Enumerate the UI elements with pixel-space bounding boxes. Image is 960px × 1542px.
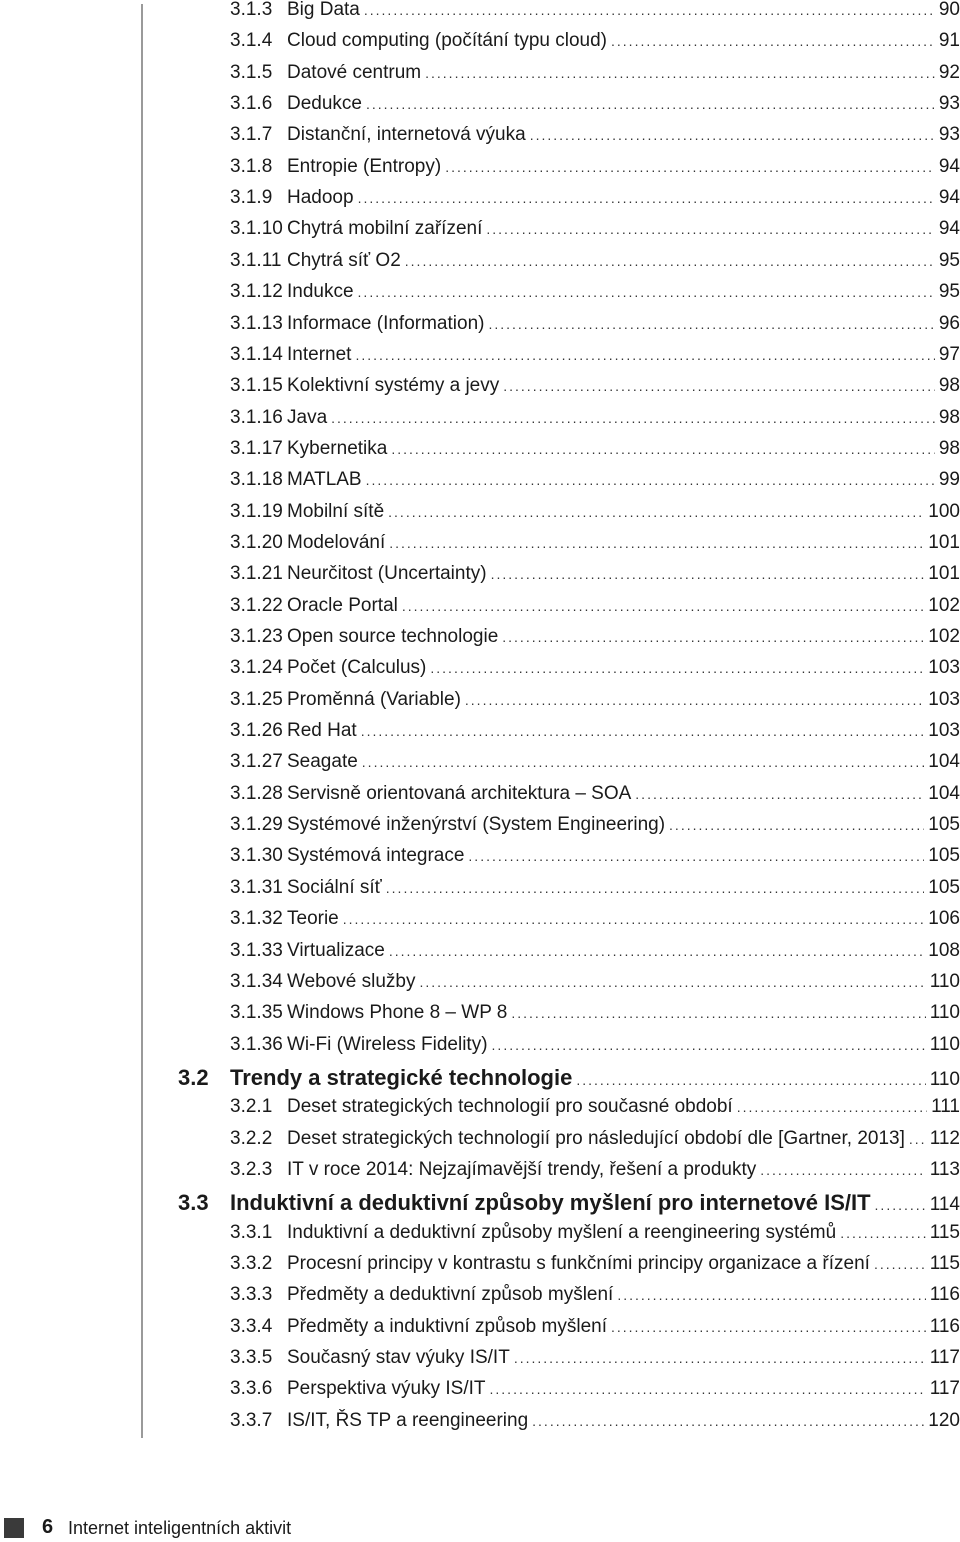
dot-leader <box>358 284 935 300</box>
toc-entry-page: 114 <box>929 1194 960 1216</box>
dot-leader <box>611 1319 926 1335</box>
toc-entry-page: 103 <box>928 657 960 679</box>
toc-entry-title: IT v roce 2014: Nejzajímavější trendy, řešení a produkty <box>287 1158 757 1180</box>
toc-entry-body <box>287 1222 960 1244</box>
dot-leader <box>430 660 924 676</box>
toc-entry-number: 3.1.35 <box>230 1002 283 1024</box>
toc-entry-number: 3.1.10 <box>230 218 283 240</box>
toc-entry-number: 3.1.6 <box>230 93 273 115</box>
toc-entry-number: 3.1.17 <box>230 437 283 459</box>
dot-leader <box>386 880 925 896</box>
toc-entry-page: 113 <box>929 1158 960 1180</box>
toc-entry-body <box>230 1065 960 1091</box>
toc-entry[interactable] <box>0 783 960 811</box>
toc-entry-page: 101 <box>928 563 960 585</box>
dot-leader <box>840 1225 926 1241</box>
toc-entry-page: 94 <box>938 187 960 209</box>
toc-entry-body <box>287 375 960 397</box>
toc-entry-page: 97 <box>938 343 960 365</box>
toc-entry-body <box>287 532 960 554</box>
toc-entry-body <box>287 1378 960 1400</box>
toc-entry-title: Chytrá mobilní zařízení <box>287 218 483 240</box>
toc-entry[interactable] <box>0 501 960 529</box>
toc-entry-page: 104 <box>928 751 960 773</box>
toc-section-row[interactable] <box>0 1065 960 1093</box>
toc-entry-number: 3.1.34 <box>230 970 283 992</box>
dot-leader <box>669 817 924 833</box>
toc-entry-title: Systémové inženýrství (System Engineering) <box>287 814 666 836</box>
toc-entry-title: Proměnná (Variable) <box>287 688 461 710</box>
toc-entry-title: Servisně orientovaná architektura – SOA <box>287 782 632 804</box>
toc-entry-page: 115 <box>929 1253 960 1274</box>
toc-entry-title: Distanční, internetová výuka <box>287 124 526 146</box>
toc-entry[interactable] <box>0 626 960 654</box>
toc-entry[interactable] <box>0 1253 960 1281</box>
toc-entry-number: 3.1.36 <box>230 1033 283 1055</box>
toc-entry-body <box>287 971 960 993</box>
toc-entry-page: 110 <box>929 1068 960 1090</box>
toc-entry-number: 3.3.5 <box>230 1347 273 1369</box>
toc-entry-title: Hadoop <box>287 187 354 209</box>
toc-entry-number: 3.1.19 <box>230 500 283 522</box>
toc-entry-page: 105 <box>928 845 960 867</box>
toc-entry-title: Deset strategických technologií pro současné období <box>287 1096 733 1118</box>
toc-entry[interactable] <box>0 971 960 999</box>
toc-entry[interactable] <box>0 30 960 58</box>
toc-entry-body <box>287 1159 960 1181</box>
toc-entry-title: Indukce <box>287 281 354 303</box>
toc-entry[interactable] <box>0 1378 960 1406</box>
toc-entry-title: Deset strategických technologií pro následující období dle [Gartner, 2013] <box>287 1127 905 1149</box>
toc-entry-page: 110 <box>929 1002 960 1024</box>
toc-entry[interactable] <box>0 1410 960 1438</box>
toc-entry-number: 3.2.1 <box>230 1096 273 1118</box>
dot-leader <box>576 1072 925 1088</box>
toc-entry-number: 3.1.18 <box>230 469 283 491</box>
toc-entry-body <box>287 1096 960 1118</box>
toc-entry-body <box>287 877 960 899</box>
toc-entry-title: Datové centrum <box>287 61 422 83</box>
toc-entry-body <box>287 250 960 272</box>
toc-entry[interactable] <box>0 0 960 27</box>
toc-entry[interactable] <box>0 469 960 497</box>
toc-entry-number: 3.1.29 <box>230 814 283 836</box>
toc-entry[interactable] <box>0 93 960 121</box>
toc-entry-number: 3.1.26 <box>230 720 283 742</box>
toc-entry-title: Cloud computing (počítání typu cloud) <box>287 30 608 52</box>
toc-entry-page: 98 <box>938 437 960 459</box>
toc-entry[interactable] <box>0 657 960 685</box>
dot-leader <box>366 472 935 488</box>
toc-entry-number: 3.3.1 <box>230 1221 273 1243</box>
toc-entry-title: Systémová integrace <box>287 845 465 867</box>
toc-entry[interactable] <box>0 1222 960 1250</box>
toc-entry[interactable] <box>0 940 960 968</box>
toc-entry-body <box>287 595 960 617</box>
toc-entry-number: 3.1.20 <box>230 531 283 553</box>
toc-entry-body <box>287 187 960 209</box>
toc-entry[interactable] <box>0 720 960 748</box>
toc-entry-title: Kybernetika <box>287 437 388 459</box>
toc-entry-body <box>287 1316 960 1338</box>
dot-leader <box>366 96 935 112</box>
toc-entry-page: 101 <box>928 531 960 553</box>
toc-entry-title: Modelování <box>287 531 386 553</box>
dot-leader <box>343 911 925 927</box>
toc-entry-number: 3.1.15 <box>230 375 283 397</box>
toc-entry[interactable] <box>0 689 960 717</box>
toc-entry-body <box>287 30 960 52</box>
toc-entry-body <box>287 657 960 679</box>
footer-book-title: Internet inteligentních aktivit <box>68 1518 292 1538</box>
dot-leader <box>492 1037 926 1053</box>
toc-entry-page: 93 <box>938 93 960 115</box>
toc-entry-body <box>287 689 960 711</box>
toc-entry-number: 3.1.4 <box>230 30 273 52</box>
dot-leader <box>445 159 935 175</box>
toc-entry-page: 98 <box>938 375 960 397</box>
dot-leader <box>514 1350 926 1366</box>
dot-leader <box>737 1099 927 1115</box>
toc-entry-number: 3.1.16 <box>230 406 283 428</box>
toc-entry-body <box>287 62 960 84</box>
toc-entry-body <box>287 156 960 178</box>
toc-entry-page: 93 <box>938 124 960 146</box>
toc-entry-body <box>287 438 960 460</box>
toc-entry-page: 90 <box>938 0 960 20</box>
toc-entry-page: 96 <box>938 312 960 334</box>
toc-entry-title: Předměty a deduktivní způsob myšlení <box>287 1284 614 1306</box>
toc-entry-title: Induktivní a deduktivní způsoby myšlení a reengineering systémů <box>287 1221 837 1243</box>
toc-entry-number: 3.3.6 <box>230 1378 273 1400</box>
dot-leader <box>503 378 935 394</box>
dot-leader <box>388 504 924 520</box>
dot-leader <box>532 1413 924 1429</box>
toc-entry-title: Chytrá síť O2 <box>287 249 401 271</box>
toc-entry[interactable] <box>0 62 960 90</box>
toc-entry-title: Dedukce <box>287 93 362 115</box>
toc-entry-page: 100 <box>928 500 960 522</box>
toc-entry-body <box>287 908 960 930</box>
toc-entry-page: 116 <box>929 1315 960 1337</box>
toc-entry-number: 3.1.14 <box>230 343 283 365</box>
toc-entry-body <box>287 814 960 836</box>
toc-entry-title: Perspektiva výuky IS/IT <box>287 1378 486 1400</box>
dot-leader <box>511 1005 925 1021</box>
toc-entry-page: 117 <box>929 1378 960 1400</box>
dot-leader <box>874 1256 926 1272</box>
toc-entry-number: 3.2.3 <box>230 1158 273 1180</box>
toc-entry-title: Wi-Fi (Wireless Fidelity) <box>287 1033 488 1055</box>
toc-entry-body <box>287 1128 960 1150</box>
toc-entry[interactable] <box>0 344 960 372</box>
toc-entry-number: 3.3.2 <box>230 1253 273 1274</box>
dot-leader <box>875 1197 926 1213</box>
toc-entry[interactable] <box>0 156 960 184</box>
toc-entry-number: 3.3.3 <box>230 1284 273 1306</box>
dot-leader <box>760 1162 925 1178</box>
dot-leader <box>364 2 935 18</box>
toc-entry-body <box>287 1284 960 1306</box>
toc-entry-body <box>287 563 960 585</box>
toc-entry-page: 102 <box>928 626 960 647</box>
toc-entry[interactable] <box>0 313 960 341</box>
toc-entry-title: Red Hat <box>287 720 357 742</box>
toc-entry-title: Webové služby <box>287 970 416 992</box>
dot-leader <box>617 1287 925 1303</box>
dot-leader <box>389 943 924 959</box>
toc-entry-title: Seagate <box>287 751 358 773</box>
toc-entry-title: Kolektivní systémy a jevy <box>287 375 500 397</box>
toc-entry-page: 111 <box>931 1096 960 1118</box>
dot-leader <box>490 1381 926 1397</box>
toc-entry-title: Java <box>287 406 328 428</box>
toc-entry-body <box>287 845 960 867</box>
toc-entry-title: Současný stav výuky IS/IT <box>287 1347 510 1369</box>
toc-entry-number: 3.1.7 <box>230 124 273 146</box>
toc-entry[interactable] <box>0 908 960 936</box>
toc-entry-title: Internet <box>287 343 352 365</box>
toc-entry-page: 102 <box>928 594 960 616</box>
toc-entry-title: Windows Phone 8 – WP 8 <box>287 1002 508 1024</box>
toc-entry-body <box>287 751 960 773</box>
toc-entry-body <box>287 720 960 742</box>
dot-leader <box>635 786 924 802</box>
toc-entry[interactable] <box>0 218 960 246</box>
toc-entry[interactable] <box>0 1316 960 1344</box>
footer-page-number: 6 <box>42 1516 54 1538</box>
toc-entry-page: 105 <box>928 814 960 836</box>
toc-entry-body <box>287 469 960 491</box>
toc-entry[interactable] <box>0 250 960 278</box>
toc-entry-body <box>230 1190 960 1216</box>
toc-entry-number: 3.1.13 <box>230 312 283 334</box>
toc-entry-title: Open source technologie <box>287 626 499 647</box>
toc-entry[interactable] <box>0 1096 960 1124</box>
toc-entry[interactable] <box>0 1159 960 1187</box>
toc-entry-body <box>287 281 960 303</box>
toc-entry-page: 120 <box>928 1409 960 1431</box>
dot-leader <box>402 598 924 614</box>
toc-entry[interactable] <box>0 187 960 215</box>
dot-leader <box>361 723 925 739</box>
toc-entry-body <box>287 344 960 366</box>
toc-entry-page: 99 <box>938 469 960 491</box>
toc-entry-number: 3.1.25 <box>230 688 283 710</box>
toc-entry[interactable] <box>0 877 960 905</box>
toc-entry-number: 3.1.24 <box>230 657 283 679</box>
dot-leader <box>491 566 925 582</box>
toc-entry-body <box>287 407 960 429</box>
dot-leader <box>389 535 924 551</box>
toc-entry-title: Oracle Portal <box>287 594 398 616</box>
toc-entry-title: Počet (Calculus) <box>287 657 427 679</box>
toc-entry-title: Neurčitost (Uncertainty) <box>287 563 487 585</box>
toc-entry[interactable] <box>0 407 960 435</box>
toc-entry[interactable] <box>0 375 960 403</box>
toc-entry-number: 3.1.11 <box>230 249 282 271</box>
dot-leader <box>465 692 924 708</box>
toc-entry-body <box>287 93 960 115</box>
toc-entry-page: 115 <box>929 1221 960 1243</box>
toc-entry[interactable] <box>0 1347 960 1375</box>
dot-leader <box>486 221 935 237</box>
toc-entry-body <box>287 1253 960 1275</box>
dot-leader <box>391 441 935 457</box>
toc-entry-page: 98 <box>938 406 960 428</box>
toc-entry-page: 117 <box>929 1347 960 1369</box>
toc-entry-body <box>287 501 960 523</box>
dot-leader <box>909 1131 926 1147</box>
toc-section-row[interactable] <box>0 1190 960 1218</box>
toc-entry-page: 94 <box>938 218 960 240</box>
dot-leader <box>468 848 924 864</box>
dot-leader <box>355 347 934 363</box>
toc-entry-number: 3.1.27 <box>230 751 283 773</box>
dot-leader <box>420 974 926 990</box>
toc-entry-number: 3.2 <box>178 1064 209 1090</box>
toc-entry-title: Procesní principy v kontrastu s funkčními principy organizace a řízení <box>287 1253 870 1274</box>
toc-entry-title: Mobilní sítě <box>287 500 385 522</box>
toc-entry[interactable] <box>0 751 960 779</box>
toc-entry-number: 3.2.2 <box>230 1127 273 1149</box>
toc-entry-page: 103 <box>928 688 960 710</box>
toc-entry[interactable] <box>0 1284 960 1312</box>
toc-entry[interactable] <box>0 814 960 842</box>
toc-entry[interactable] <box>0 532 960 560</box>
toc-entry[interactable] <box>0 1128 960 1156</box>
toc-entry-title: MATLAB <box>287 469 362 491</box>
toc-entry-page: 104 <box>928 782 960 804</box>
toc-entry-number: 3.3.7 <box>230 1409 273 1431</box>
toc-entry-number: 3.1.5 <box>230 61 273 83</box>
toc-entry[interactable] <box>0 845 960 873</box>
toc-entry-body <box>287 1347 960 1369</box>
toc-entry-number: 3.1.9 <box>230 187 273 209</box>
toc-entry-number: 3.1.30 <box>230 845 283 867</box>
dot-leader <box>488 316 934 332</box>
toc-entry[interactable] <box>0 595 960 623</box>
toc-entry-title: Předměty a induktivní způsob myšlení <box>287 1315 607 1337</box>
toc-entry-title: Big Data <box>287 0 360 20</box>
toc-entry-title: Sociální síť <box>287 876 382 898</box>
toc-entry[interactable] <box>0 1002 960 1030</box>
toc-entry-body <box>287 313 960 335</box>
toc-entry-number: 3.1.31 <box>230 876 283 898</box>
toc-entry[interactable] <box>0 1034 960 1062</box>
toc-entry-body <box>287 626 960 648</box>
dot-leader <box>530 127 935 143</box>
toc-entry-body <box>287 218 960 240</box>
toc-entry[interactable] <box>0 124 960 152</box>
toc-entry-page: 95 <box>938 249 960 271</box>
dot-leader <box>358 190 935 206</box>
toc-entry-number: 3.1.23 <box>230 626 283 647</box>
toc-entry-title: Trendy a strategické technologie <box>230 1064 573 1090</box>
toc-entry-number: 3.1.28 <box>230 782 283 804</box>
toc-entry-body <box>287 1002 960 1024</box>
toc-entry-body <box>287 783 960 805</box>
dot-leader <box>425 65 935 81</box>
toc-entry-page: 91 <box>938 30 960 52</box>
toc-entry[interactable] <box>0 438 960 466</box>
toc-entry[interactable] <box>0 281 960 309</box>
dot-leader <box>362 754 925 770</box>
toc-entry-body <box>287 1410 960 1432</box>
toc-entry-page: 110 <box>929 970 960 992</box>
toc-entry-number: 3.1.33 <box>230 939 283 961</box>
toc-entry-title: Informace (Information) <box>287 312 485 334</box>
toc-entry-number: 3.1.12 <box>230 281 283 303</box>
dot-leader <box>502 629 924 645</box>
toc-entry-number: 3.1.8 <box>230 155 273 177</box>
footer-marker <box>4 1518 24 1538</box>
toc-entry-page: 94 <box>938 155 960 177</box>
toc-entry-page: 92 <box>938 61 960 83</box>
toc-entry-title: Teorie <box>287 908 339 930</box>
dot-leader <box>405 253 935 269</box>
toc-entry-page: 116 <box>929 1284 960 1306</box>
toc-entry-body <box>287 124 960 146</box>
toc-entry-number: 3.1.3 <box>230 0 273 20</box>
toc-entry-body <box>287 1034 960 1056</box>
toc-entry-page: 103 <box>928 720 960 742</box>
toc-entry-number: 3.3 <box>178 1190 209 1216</box>
toc-entry-page: 106 <box>928 908 960 930</box>
dot-leader <box>331 410 935 426</box>
toc-entry-title: IS/IT, ŘS TP a reengineering <box>287 1409 529 1431</box>
toc-entry-title: Virtualizace <box>287 939 385 961</box>
toc-entry-page: 112 <box>929 1127 960 1149</box>
toc-entry[interactable] <box>0 563 960 591</box>
toc-entry-number: 3.1.32 <box>230 908 283 930</box>
toc-entry-page: 110 <box>929 1033 960 1055</box>
dot-leader <box>611 33 935 49</box>
toc-entry-page: 105 <box>928 876 960 898</box>
toc-entry-number: 3.1.22 <box>230 594 283 616</box>
toc-entry-title: Entropie (Entropy) <box>287 155 442 177</box>
toc-entry-page: 108 <box>928 939 960 961</box>
toc-entry-body <box>287 0 960 21</box>
toc-entry-body <box>287 940 960 962</box>
toc-entry-title: Induktivní a deduktivní způsoby myšlení pro internetové IS/IT <box>230 1190 871 1216</box>
toc-entry-number: 3.1.21 <box>230 563 283 585</box>
toc-entry-page: 95 <box>938 281 960 303</box>
toc-entry-number: 3.3.4 <box>230 1315 273 1337</box>
